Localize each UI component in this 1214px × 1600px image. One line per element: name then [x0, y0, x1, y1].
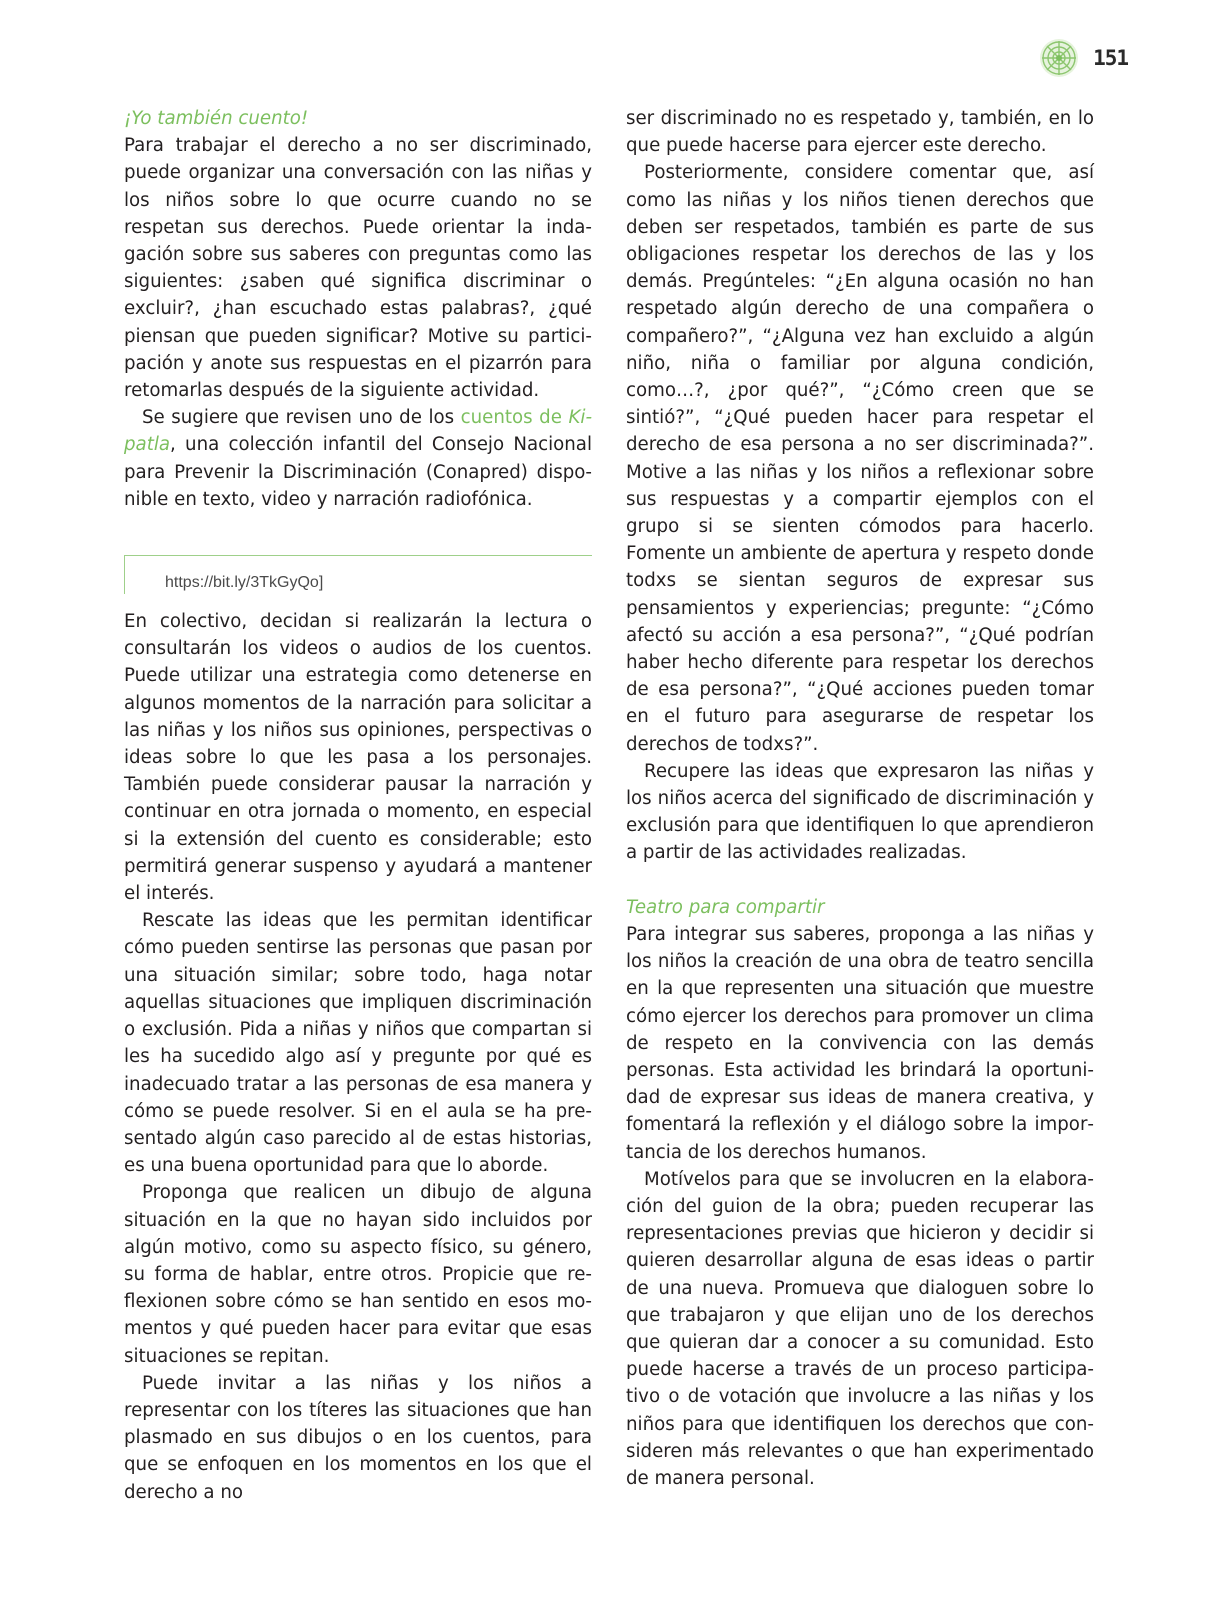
- paragraph: En colectivo, decidan si realizarán la lectura o consultarán los videos o audios de los cuentos. Puede utilizar una estrategia como detenerse en algunos momentos de la narración para solicitar a las niñas y los niños sus opiniones, perspectivas o ideas sobre lo que les pasa a los personajes. También puede considerar pausar la narración y continuar en otra jornada o momento, en especial si la extensión del cuento es considerable; esto permitirá generar suspenso y ayudará a mantener el interés.: [124, 611, 592, 905]
- url-link[interactable]: https://bit.ly/3TkGyQo]: [165, 574, 324, 592]
- paragraph: Puede invitar a las niñas y los niños a representar con los títeres las situaciones que han plasmado en sus dibujos o en los cuentos, para que se enfoquen en los momentos en los que el derecho a no: [124, 1372, 592, 1503]
- right-column: [626, 105, 1094, 1492]
- paragraph: Proponga que realicen un dibujo de alguna situación en la que no hayan sido incluidos por algún motivo, como su aspecto físico, su género, su forma de hablar, entre otros. Propicie que reflexionen sobre cómo se han sentido en esos momentos y qué pueden hacer para evitar que esas situaciones se repitan.: [124, 1182, 592, 1367]
- green-sun-emblem-icon: [1039, 38, 1079, 78]
- page-number: 151: [1093, 46, 1128, 70]
- paragraph: ser discriminado no es respetado y, también, en lo que puede hacerse para ejercer este derecho.: [626, 108, 1094, 157]
- left-column: [124, 105, 592, 1506]
- spacer: [626, 867, 1094, 894]
- paragraph: Recupere las ideas que expresaron las niñas y los niños acerca del significado de discriminación y exclusión para que identifiquen lo que aprendieron a partir de las actividades realizadas.: [626, 760, 1094, 864]
- paragraph-kipatla: [124, 404, 592, 513]
- url-box: [124, 555, 592, 594]
- section-heading-yo-tambien-cuento: ¡Yo también cuento!: [124, 108, 309, 129]
- paragraph: Motívelos para que se involucren en la elaboración del guion de la obra; pueden recuperar las representaciones previas que hicieron y decidir si quieren desarrollar alguna de esas ideas o partir de una nueva. Promueva que dialoguen sobre lo que trabajaron y que elijan uno de los derechos que quieran dar a conocer a su comunidad. Esto puede hacerse a través de un proceso participativo o de votación que involucre a las niñas y los niños para que identifiquen los derechos que consideren más relevantes o que han experimentado de manera personal.: [626, 1168, 1094, 1489]
- paragraph: Posteriormente, considere comentar que, así como las niñas y los niños tienen derechos que deben ser respetados, también es parte de sus obligaciones respetar los derechos de las y los demás. Pregúnteles: “¿En alguna ocasión no han respetado algún derecho de una compañera o compañero?”, “¿Alguna vez han excluido a algún niño, niña o familiar por alguna condición, como…?, ¿por qué?”, “¿Cómo creen que se sintió?”, “¿Qué pueden hacer para respetar el derecho de esa persona a no ser discriminada?”. Motive a las niñas y los niños a reflexionar sobre sus respuestas y a compartir ejemplos con el grupo si se sienten cómodos para hacerlo. Fomente un ambiente de apertura y respeto donde todxs se sientan seguros de expresar sus pensamientos y experiencias; pregunte: “¿Cómo afectó su acción a esa persona?”, “¿Qué podrían haber hecho diferente para respetar los derechos de esa persona?”, “¿Qué acciones pueden tomar en el futuro para asegurarse de respetar los derechos de todxs?”.: [626, 162, 1094, 755]
- link-text: cuentos de: [460, 407, 569, 429]
- link-text-italic: Kipatla: [124, 407, 593, 456]
- page-header: [1039, 38, 1128, 78]
- text: , una colección infantil del Consejo Nacional para Prevenir la Discriminación (Conapred) disponible en texto, video y narración radiofónica.: [124, 434, 592, 510]
- paragraph: Para trabajar el derecho a no ser discriminado, puede organizar una conversación con las niñas y los niños sobre lo que ocurre cuando no se respetan sus derechos. Puede orientar la indagación sobre sus saberes con preguntas como las siguientes: ¿saben qué significa discriminar o excluir?, ¿han escuchado estas palabras?, ¿qué piensan que pueden significar? Motive su participación y anote sus respuestas en el pizarrón para retomarlas después de la siguiente actividad.: [124, 135, 592, 402]
- text: Se sugiere que revisen uno de los: [142, 407, 461, 429]
- paragraph: Para integrar sus saberes, proponga a las niñas y los niños la creación de una obra de teatro sencilla en la que representen una situación que muestre cómo ejercer los derechos para promover un clima de respeto en la convivencia con las demás personas. Esta actividad les brindará la oportunidad de expresar sus ideas de manera creativa, y fomentará la reflexión y el diálogo sobre la importancia de los derechos humanos.: [626, 923, 1094, 1163]
- paragraph: Rescate las ideas que les permitan identificar cómo pueden sentirse las personas que pasan por una situación similar; sobre todo, haga notar aquellas situaciones que impliquen discriminación o exclusión. Pida a niñas y niños que compartan si les ha sucedido algo así y pregunte por qué es inadecuado tratar a las personas de esa manera y cómo se puede resolver. Si en el aula se ha presentado algún caso parecido al de estas historias, es una buena oportunidad para que lo aborde.: [124, 910, 592, 1177]
- section-heading-teatro-para-compartir: Teatro para compartir: [626, 896, 825, 918]
